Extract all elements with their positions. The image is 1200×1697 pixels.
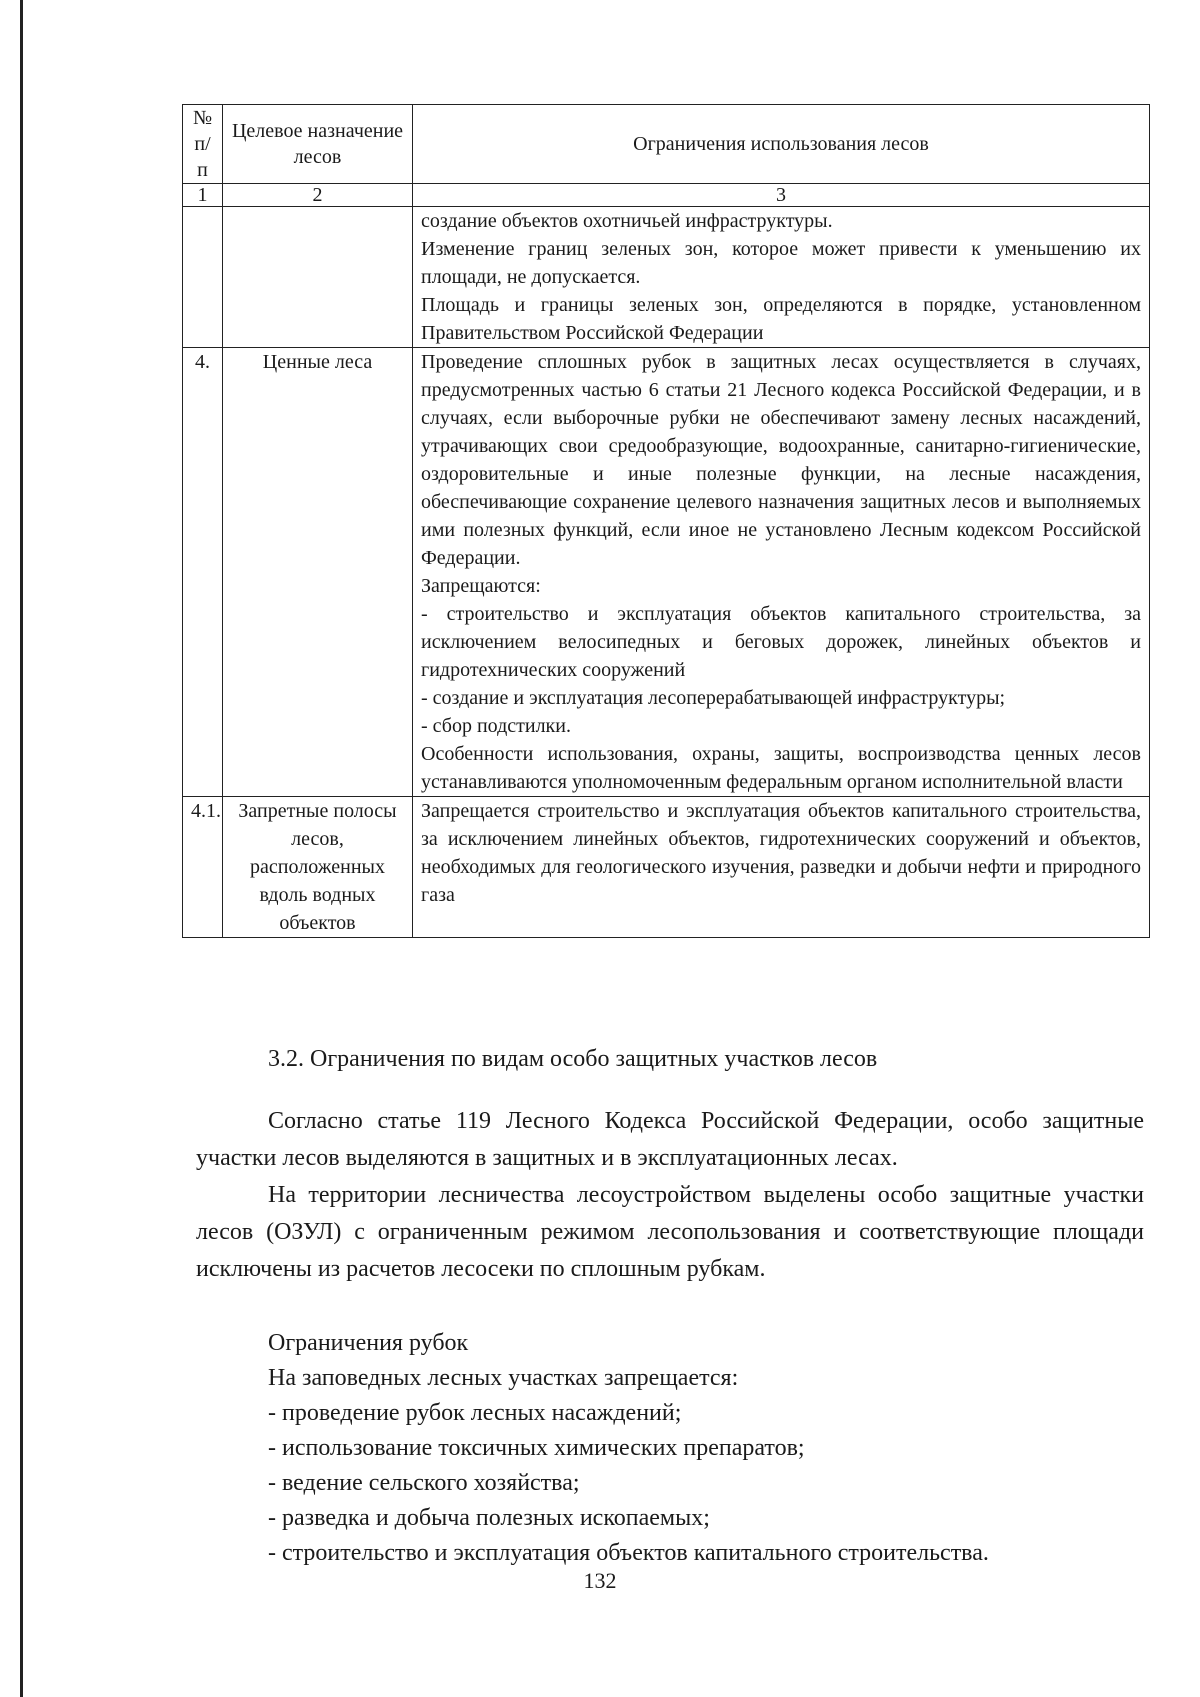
page-number: 132: [583, 1568, 617, 1593]
scan-edge-line: [20, 0, 23, 1697]
table-header-row: [183, 105, 1150, 184]
list-intro: На заповедных лесных участках запрещается:: [268, 1365, 739, 1391]
list-item: - проведение рубок лесных насаждений;: [268, 1400, 682, 1426]
column-number-2: 2: [223, 184, 413, 207]
row-restrictions: [413, 207, 1150, 348]
row-restrictions: [413, 797, 1150, 938]
restriction-text: Проведение сплошных рубок в защитных лесах осуществляется в случаях, предусмотренных частью 6 статьи 21 Лесного кодекса Российской Федерации, и в случаях, если выборочные рубки не обеспечивают замену лесных насаждений, утрачивающих свои средообразующие, водоохранные, санитарно-гигиенические, оздоровительные и иные полезные функции, на лесные насаждения, обеспечивающие сохранение целевого назначения защитных лесов и выполняемых ими полезных функций, если иное не установлено Лесным кодексом Российской Федерации.: [421, 351, 1141, 569]
column-number-3: 3: [413, 184, 1150, 207]
cutting-restrictions-list: [268, 1326, 1148, 1571]
row-purpose: [223, 207, 413, 348]
header-number: № п/п: [183, 105, 223, 184]
list-item: - ведение сельского хозяйства;: [268, 1470, 580, 1496]
restriction-text: создание объектов охотничьей инфраструктуры.: [421, 210, 833, 232]
table-row: [183, 207, 1150, 348]
table-row: [183, 348, 1150, 797]
restriction-text: Особенности использования, охраны, защиты, воспроизводства ценных лесов устанавливаются уполномоченным федеральным органом исполнительной власти: [421, 743, 1141, 793]
table-column-numbers-row: [183, 184, 1150, 207]
row-number: [183, 207, 223, 348]
forest-restrictions-table: [182, 104, 1150, 938]
subheading: Ограничения рубок: [268, 1330, 469, 1356]
section-title: 3.2. Ограничения по видам особо защитных участков лесов: [268, 1046, 878, 1072]
header-restrictions: Ограничения использования лесов: [413, 105, 1150, 184]
body-paragraph: Согласно статье 119 Лесного Кодекса Российской Федерации, особо защитные участки лесов выделяются в защитных и в эксплуатационных лесах.: [196, 1108, 1144, 1171]
list-item: - строительство и эксплуатация объектов капитального строительства.: [268, 1540, 989, 1566]
row-number: 4.1.: [183, 797, 223, 938]
restriction-text: Площадь и границы зеленых зон, определяются в порядке, установленном Правительством Российской Федерации: [421, 294, 1141, 344]
restriction-text: - создание и эксплуатация лесоперерабатывающей инфраструктуры;: [421, 687, 1006, 709]
column-number-1: 1: [183, 184, 223, 207]
restriction-text: Изменение границ зеленых зон, которое может привести к уменьшению их площади, не допускается.: [421, 238, 1141, 288]
body-paragraph: На территории лесничества лесоустройством выделены особо защитные участки лесов (ОЗУЛ) с ограниченным режимом лесопользования и соответствующие площади исключены из расчетов лесосеки по сплошным рубкам.: [196, 1182, 1144, 1282]
restriction-text: Запрещаются:: [421, 575, 541, 597]
restriction-text: - строительство и эксплуатация объектов капитального строительства, за исключением велосипедных и беговых дорожек, линейных объектов и гидротехнических сооружений: [421, 603, 1141, 681]
restriction-text: - сбор подстилки.: [421, 715, 571, 737]
row-purpose: Ценные леса: [223, 348, 413, 797]
list-item: - разведка и добыча полезных ископаемых;: [268, 1505, 710, 1531]
list-item: - использование токсичных химических препаратов;: [268, 1435, 805, 1461]
row-restrictions: [413, 348, 1150, 797]
restriction-text: Запрещается строительство и эксплуатация объектов капитального строительства, за исключением линейных объектов, гидротехнических сооружений и объектов, необходимых для геологического изучения, разведки и добычи нефти и природного газа: [421, 800, 1141, 906]
row-purpose: Запретные полосы лесов, расположенных вдоль водных объектов: [223, 797, 413, 938]
header-purpose: Целевое назначение лесов: [223, 105, 413, 184]
table-row: [183, 797, 1150, 938]
section-body: [196, 1103, 1144, 1288]
row-number: 4.: [183, 348, 223, 797]
